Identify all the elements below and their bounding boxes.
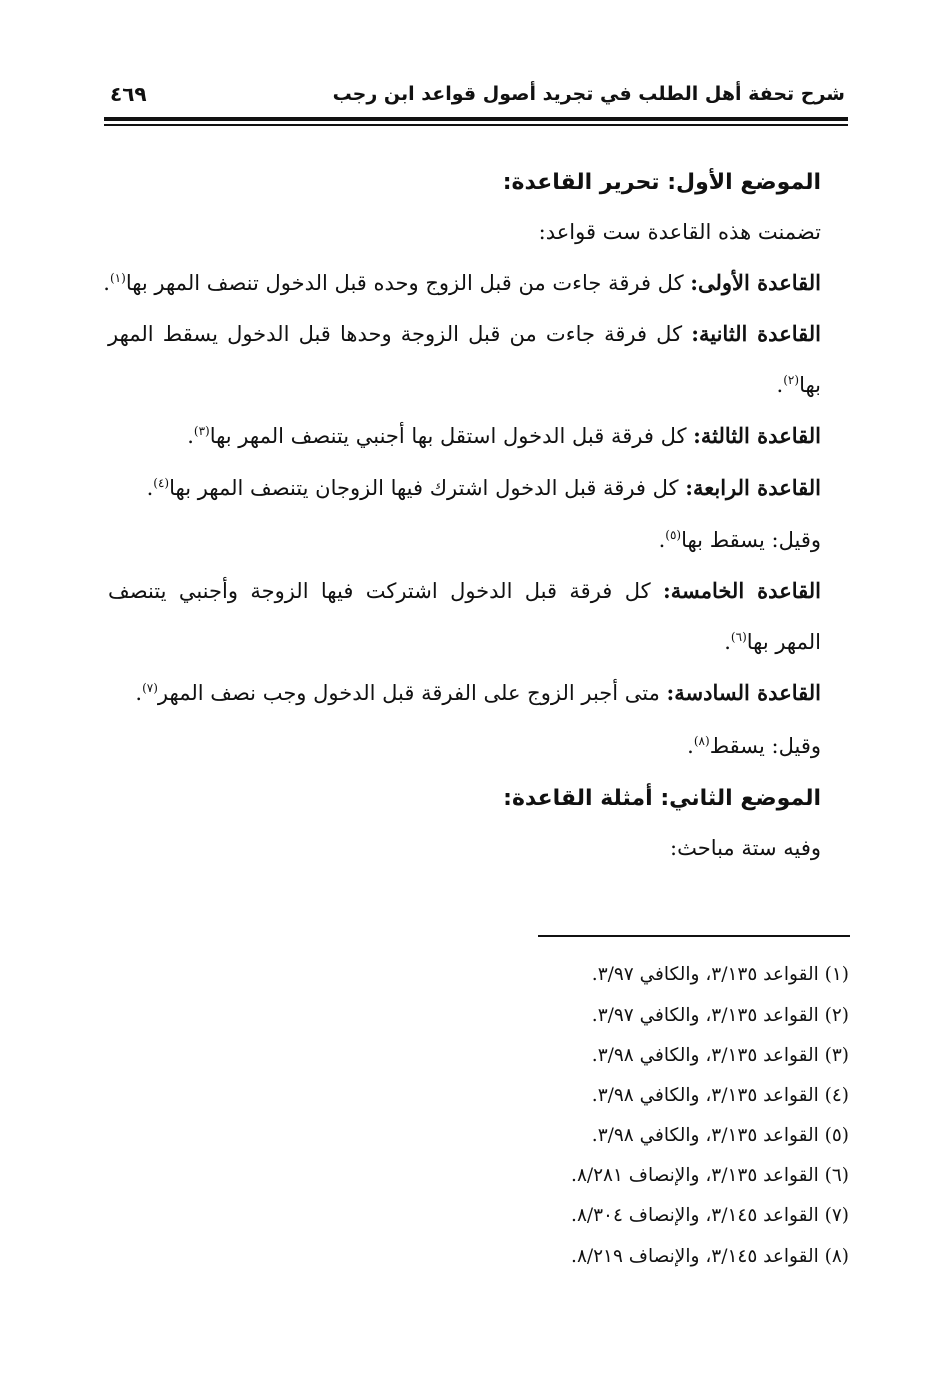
period: . <box>135 681 143 705</box>
rule-3-text: كل فرقة قبل الدخول استقل بها أجنبي يتنصف المهر بها <box>209 424 694 448</box>
rule-4-alt-text: وقيل: يسقط بها <box>681 528 821 552</box>
rule-2-line-2 <box>777 370 821 400</box>
rule-5-label: القاعدة الخامسة: <box>662 578 821 603</box>
footnote-ref-7[interactable]: (٧) <box>142 681 158 695</box>
rule-2-text-cont: بها <box>799 373 821 397</box>
section-heading-2: الموضع الثاني: أمثلة القاعدة: <box>503 786 821 811</box>
period: . <box>776 373 784 397</box>
footnote-1: (١) القواعد ٣/١٣٥، والكافي ٣/٩٧. <box>591 964 849 985</box>
footnote-ref-5[interactable]: (٥) <box>665 528 682 542</box>
footnote-separator <box>538 935 850 937</box>
header-title: شرح تحفة أهل الطلب في تجريد أصول قواعد ابن رجب <box>332 83 845 105</box>
period: . <box>724 630 731 654</box>
running-header <box>110 78 845 110</box>
rule-2-text: كل فرقة جاءت من قبل الزوجة وحدها قبل الدخول يسقط المهر <box>108 322 692 346</box>
rule-1 <box>103 268 821 298</box>
rule-6-text: متى أجبر الزوج على الفرقة قبل الدخول وجب نصف المهر <box>157 681 667 705</box>
period: . <box>146 476 154 500</box>
footnote-4: (٤) القواعد ٣/١٣٥، والكافي ٣/٩٨. <box>591 1085 849 1106</box>
rule-2-label: القاعدة الثانية: <box>691 321 821 346</box>
intro-text: تضمنت هذه القاعدة ست قواعد: <box>538 220 821 244</box>
rule-3-label: القاعدة الثالثة: <box>693 423 821 448</box>
rule-5-text-cont: المهر بها <box>746 630 821 654</box>
rule-4-alt <box>659 525 821 555</box>
section-heading-1: الموضع الأول: تحرير القاعدة: <box>502 170 821 195</box>
rule-4-label: القاعدة الرابعة: <box>685 475 821 500</box>
outro-text: وفيه ستة مباحث: <box>670 836 821 860</box>
rule-6-label: القاعدة السادسة: <box>666 680 821 705</box>
rule-1-label: القاعدة الأولى: <box>690 270 821 295</box>
footnote-ref-1[interactable]: (١) <box>109 271 126 285</box>
footnote-7: (٧) القواعد ٣/١٤٥، والإنصاف ٨/٣٠٤. <box>571 1205 849 1226</box>
footnote-3: (٣) القواعد ٣/١٣٥، والكافي ٣/٩٨. <box>591 1045 849 1066</box>
footnote-ref-8[interactable]: (٨) <box>693 734 710 748</box>
page-number: ٤٦٩ <box>110 82 147 106</box>
period: . <box>687 734 694 758</box>
footnote-ref-6[interactable]: (٦) <box>730 630 747 644</box>
rule-1-text: كل فرقة جاءت من قبل الزوج وحده قبل الدخول تنصف المهر بها <box>125 271 691 295</box>
rule-4 <box>147 473 821 503</box>
rule-6 <box>135 678 821 708</box>
rule-5-line-2 <box>724 627 821 657</box>
rule-4-text: كل فرقة قبل الدخول اشترك فيها الزوجان يتنصف المهر بها <box>169 476 686 500</box>
footnote-ref-4[interactable]: (٤) <box>153 476 170 490</box>
header-rule-thick <box>104 117 848 121</box>
footnote-8: (٨) القواعد ٣/١٤٥، والإنصاف ٨/٢١٩. <box>571 1246 849 1267</box>
footnote-2: (٢) القواعد ٣/١٣٥، والكافي ٣/٩٧. <box>591 1005 849 1026</box>
period: . <box>103 271 110 295</box>
footnote-ref-2[interactable]: (٢) <box>783 373 800 387</box>
period: . <box>187 424 194 448</box>
rule-2-line-1 <box>108 319 821 349</box>
rule-3 <box>187 421 821 451</box>
footnote-6: (٦) القواعد ٣/١٣٥، والإنصاف ٨/٢٨١. <box>571 1165 849 1186</box>
header-rule-thin <box>104 124 848 126</box>
footnote-5: (٥) القواعد ٣/١٣٥، والكافي ٣/٩٨. <box>591 1125 849 1146</box>
period: . <box>658 528 666 552</box>
rule-5-text: كل فرقة قبل الدخول اشتركت فيها الزوجة وأجنبي يتنصف <box>108 579 663 603</box>
rule-5-line-1 <box>108 576 821 606</box>
rule-6-alt-text: وقيل: يسقط <box>709 734 821 758</box>
footnote-ref-3[interactable]: (٣) <box>193 424 210 438</box>
rule-6-alt <box>687 731 821 761</box>
